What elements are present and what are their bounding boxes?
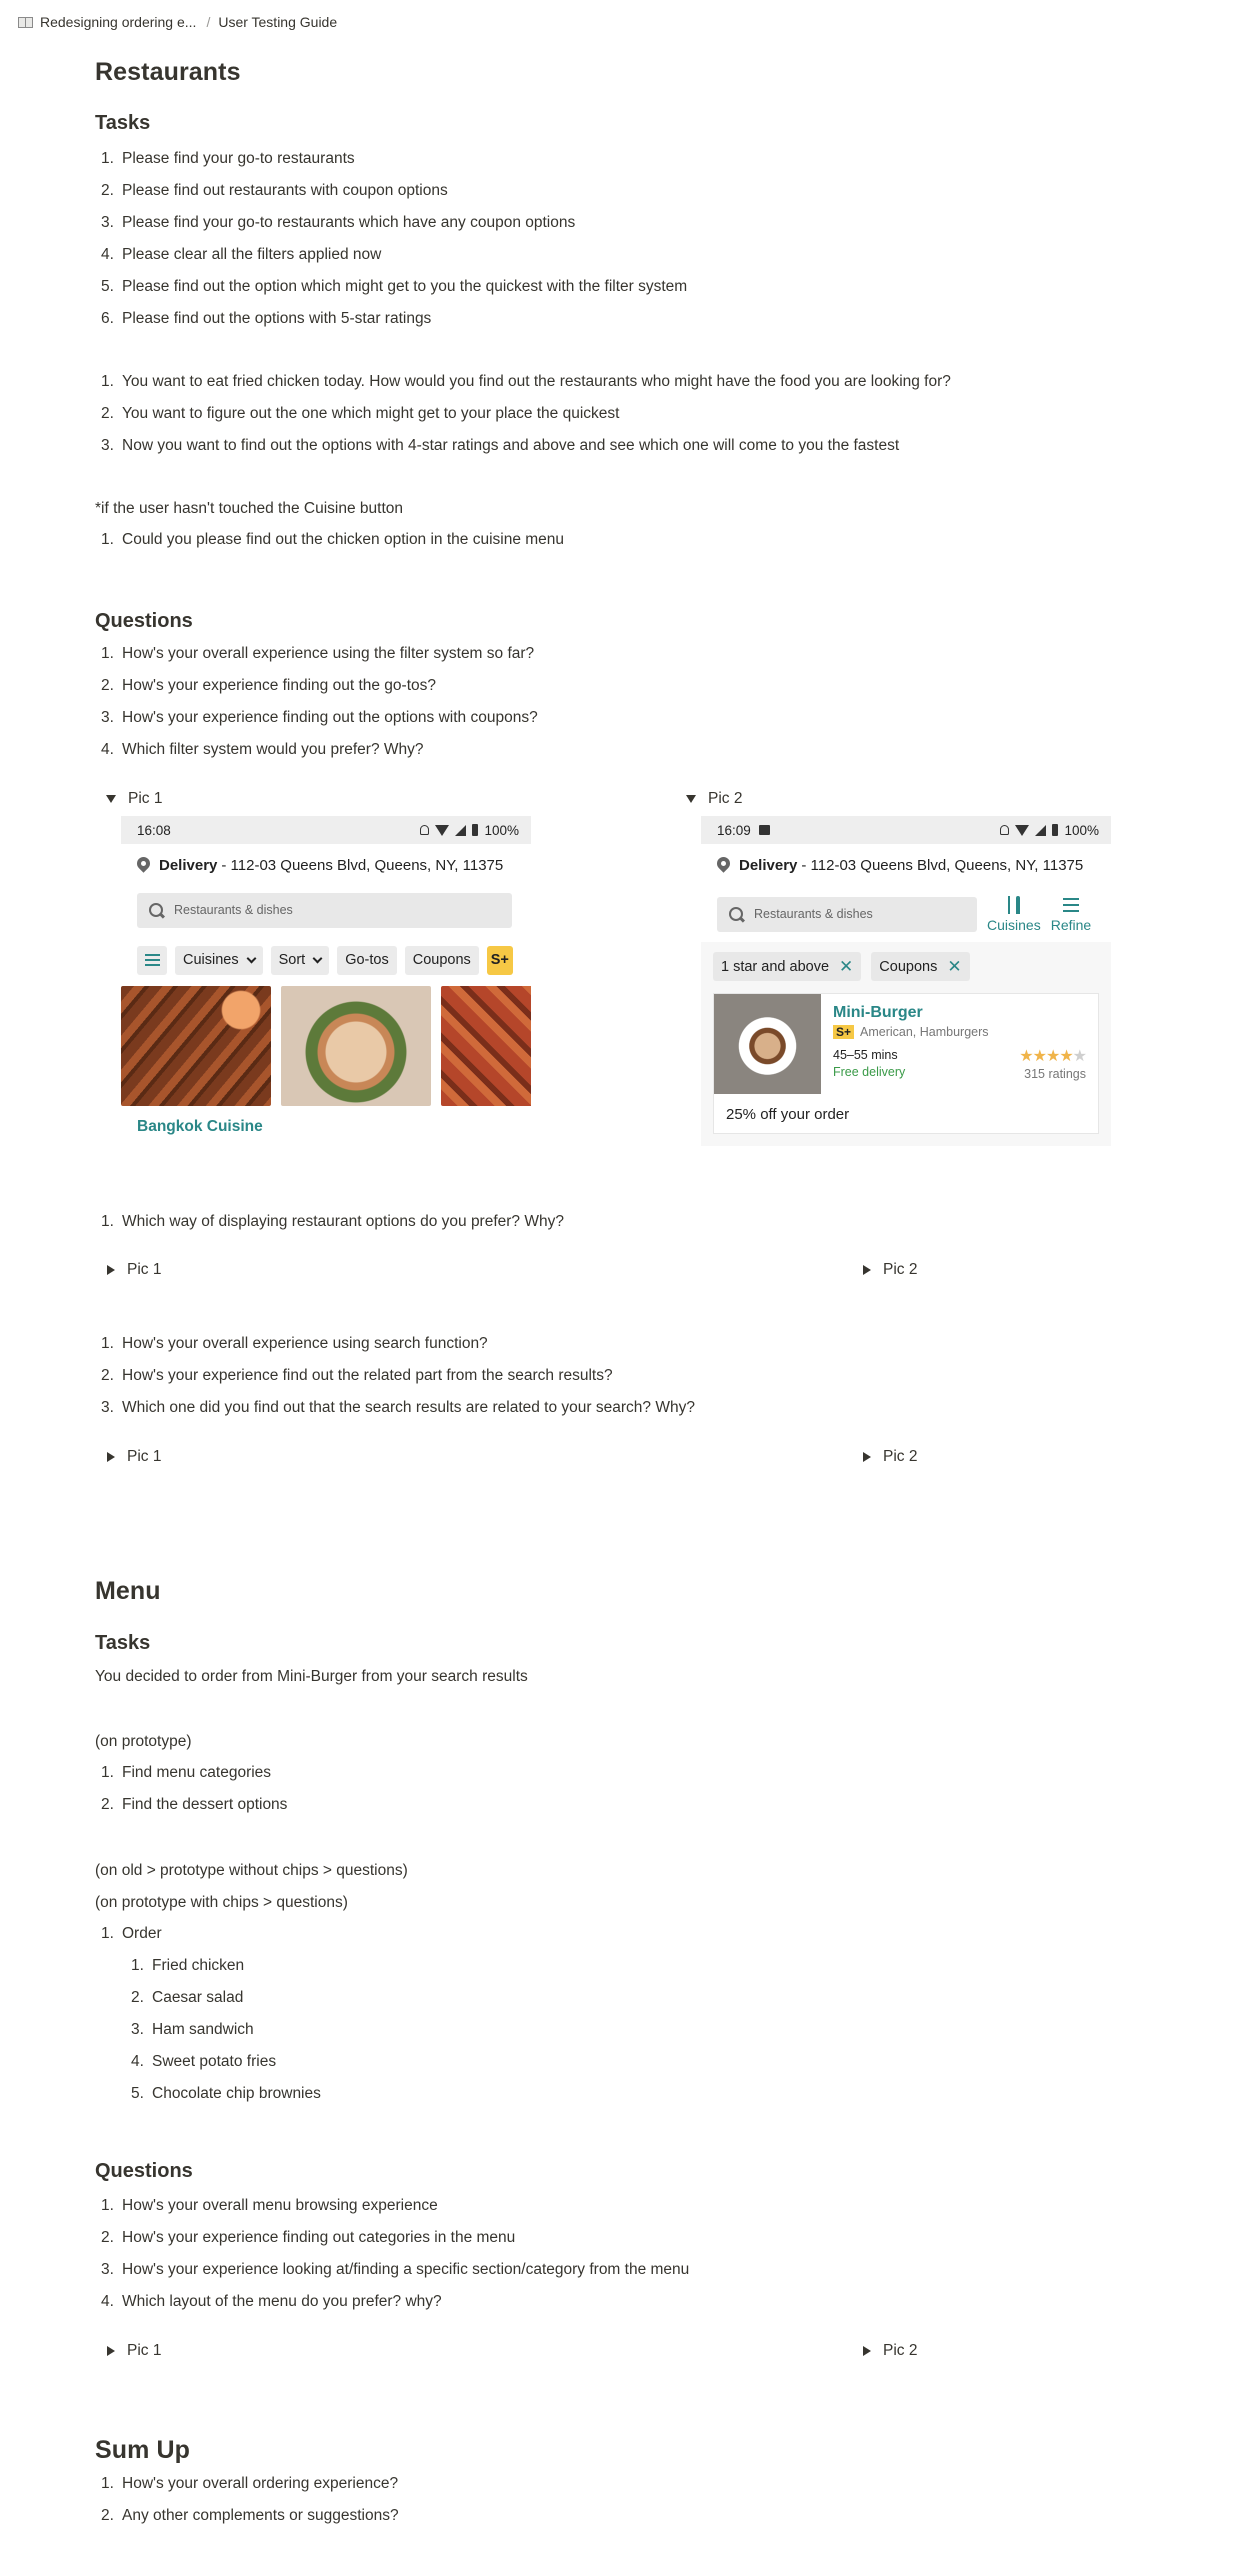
chevron-down-icon bbox=[246, 953, 256, 963]
search-icon bbox=[729, 907, 744, 922]
list-item: 2. How's your experience finding out the go-tos? bbox=[101, 677, 437, 694]
food-image[interactable] bbox=[281, 986, 431, 1106]
star-icon: ★ bbox=[1059, 1048, 1073, 1065]
prototype-task-list bbox=[95, 1757, 287, 1821]
triangle-right-icon bbox=[107, 1265, 115, 1275]
mute-icon bbox=[1000, 825, 1009, 835]
list-item: 2. You want to figure out the one which might get to your place the quickest bbox=[101, 405, 620, 422]
section-title-menu: Menu bbox=[95, 1577, 161, 1605]
restaurant-card[interactable]: Mini-Burger S+ American, Hamburgers 45–55 mins Free delivery ★★★★★ 315 ratings 25% off your order bbox=[713, 993, 1099, 1134]
chip-go-tos[interactable]: Go-tos bbox=[337, 946, 397, 975]
location-pin-icon bbox=[717, 857, 730, 874]
refine-icon bbox=[1061, 896, 1081, 914]
list-item: 1. Could you please find out the chicken option in the cuisine menu bbox=[101, 531, 565, 548]
sum-up-question-list bbox=[95, 2468, 399, 2532]
chip-s-plus[interactable]: S+ bbox=[487, 946, 513, 975]
triangle-down-icon bbox=[106, 795, 116, 803]
delivery-address[interactable]: Delivery - 112-03 Queens Blvd, Queens, NY, 11375 bbox=[701, 844, 1111, 886]
old-prototype-note: (on old > prototype without chips > questions) bbox=[95, 1862, 408, 1879]
list-item: 1. How's your overall experience using search function? bbox=[101, 1335, 488, 1352]
list-item: 2. Please find out restaurants with coupon options bbox=[101, 182, 448, 199]
search-input[interactable]: Restaurants & dishes bbox=[717, 897, 977, 932]
promo-text: 25% off your order bbox=[726, 1106, 850, 1123]
list-item: 2. Caesar salad bbox=[131, 1989, 244, 2006]
fork-knife-icon bbox=[1004, 896, 1024, 914]
list-item: 4. Sweet potato fries bbox=[131, 2053, 277, 2070]
list-item: 2. Find the dessert options bbox=[101, 1796, 288, 1813]
restaurant-thumbnails bbox=[121, 986, 531, 1106]
cuisine-task-list bbox=[95, 524, 564, 556]
search-icon bbox=[149, 903, 164, 918]
mockup-pic1 bbox=[121, 816, 531, 1166]
triangle-down-icon bbox=[686, 795, 696, 803]
refine-button[interactable]: Refine bbox=[1051, 896, 1091, 933]
book-icon bbox=[18, 16, 32, 28]
delivery-address[interactable]: Delivery - 112-03 Queens Blvd, Queens, NY, 11375 bbox=[121, 844, 531, 886]
battery-icon bbox=[472, 824, 478, 836]
list-item: 3. How's your experience looking at/finding a specific section/category from the menu bbox=[101, 2261, 690, 2278]
tasks-heading: Tasks bbox=[95, 1632, 151, 1654]
list-item: 1. How's your overall ordering experience? bbox=[101, 2475, 399, 2492]
list-item: 2. Any other complements or suggestions? bbox=[101, 2507, 399, 2524]
list-item: 1. Please find your go-to restaurants bbox=[101, 150, 355, 167]
star-icon: ★ bbox=[1019, 1048, 1033, 1065]
menu-intro: You decided to order from Mini-Burger from your search results bbox=[95, 1668, 528, 1685]
toggle-pic1[interactable]: Pic 1 bbox=[101, 2342, 161, 2360]
toggle-pic1[interactable]: Pic 1 bbox=[101, 1261, 161, 1279]
list-item: 6. Please find out the options with 5-star ratings bbox=[101, 310, 432, 327]
restaurant-task-list bbox=[95, 143, 687, 335]
status-bar: 16:08 100% bbox=[121, 816, 531, 844]
questions-heading: Questions bbox=[95, 610, 193, 632]
list-item: 3. How's your experience finding out the options with coupons? bbox=[101, 709, 538, 726]
list-item: 1. Fried chicken bbox=[131, 1957, 245, 1974]
cuisine-note: *if the user hasn't touched the Cuisine button bbox=[95, 500, 403, 517]
food-image[interactable] bbox=[121, 986, 271, 1106]
breadcrumb-parent[interactable]: Redesigning ordering e... bbox=[40, 14, 197, 30]
food-image[interactable] bbox=[441, 986, 531, 1106]
applied-filter-chip[interactable]: Coupons ✕ bbox=[871, 952, 969, 981]
delivery-time: 45–55 mins bbox=[833, 1048, 898, 1062]
location-pin-icon bbox=[137, 857, 150, 874]
list-item: 1. Which way of displaying restaurant options do you prefer? Why? bbox=[101, 1213, 564, 1230]
mute-icon bbox=[420, 825, 429, 835]
restaurant-name[interactable]: Bangkok Cuisine bbox=[137, 1118, 263, 1135]
close-icon[interactable]: ✕ bbox=[839, 956, 854, 976]
list-item: 1. You want to eat fried chicken today. How would you find out the restaurants who might have the food you are looking for? bbox=[101, 373, 951, 390]
order-list bbox=[95, 1918, 162, 1950]
chip-cuisines[interactable]: Cuisines bbox=[175, 946, 263, 975]
applied-filter-chip[interactable]: 1 star and above ✕ bbox=[713, 952, 861, 981]
triangle-right-icon bbox=[107, 2346, 115, 2356]
filter-icon[interactable] bbox=[137, 946, 167, 975]
star-rating bbox=[1019, 1046, 1086, 1066]
list-item: 1. How's your overall menu browsing experience bbox=[101, 2197, 438, 2214]
toggle-pic2[interactable]: Pic 2 bbox=[857, 1261, 917, 1279]
delivery-fee: Free delivery bbox=[833, 1065, 906, 1079]
list-item: 3. Please find your go-to restaurants which have any coupon options bbox=[101, 214, 576, 231]
triangle-right-icon bbox=[863, 1452, 871, 1462]
search-question-list bbox=[95, 1328, 695, 1424]
mockup-pic2 bbox=[701, 816, 1111, 1152]
signal-icon bbox=[1035, 825, 1046, 836]
close-icon[interactable]: ✕ bbox=[947, 956, 962, 976]
cuisines-button[interactable]: Cuisines bbox=[987, 896, 1041, 933]
list-item: 1. How's your overall experience using the filter system so far? bbox=[101, 645, 535, 662]
star-icon: ★ bbox=[1072, 1048, 1086, 1065]
ratings-count: 315 ratings bbox=[1024, 1067, 1086, 1081]
list-item: 4. Which layout of the menu do you prefer? why? bbox=[101, 2293, 442, 2310]
list-item: 5. Chocolate chip brownies bbox=[131, 2085, 321, 2102]
burger-image bbox=[714, 994, 821, 1094]
signal-icon bbox=[455, 825, 466, 836]
chevron-down-icon bbox=[313, 953, 323, 963]
filter-chip-row bbox=[121, 934, 531, 986]
breadcrumb-separator: / bbox=[206, 14, 211, 30]
triangle-right-icon bbox=[863, 2346, 871, 2356]
wifi-icon bbox=[1015, 825, 1029, 836]
triangle-right-icon bbox=[863, 1265, 871, 1275]
chip-sort[interactable]: Sort bbox=[271, 946, 330, 975]
status-bar: 16:09 100% bbox=[701, 816, 1111, 844]
triangle-right-icon bbox=[107, 1452, 115, 1462]
tasks-heading: Tasks bbox=[95, 112, 151, 134]
list-item: 3. Which one did you find out that the search results are related to your search? Why? bbox=[101, 1399, 695, 1416]
section-title-restaurants: Restaurants bbox=[95, 58, 241, 86]
battery-icon bbox=[1052, 824, 1058, 836]
prototype-note: (on prototype) bbox=[95, 1733, 192, 1750]
list-item: 3. Now you want to find out the options with 4-star ratings and above and see which one will come to you the fastest bbox=[101, 437, 900, 454]
restaurant-name: Mini-Burger bbox=[833, 1004, 923, 1021]
menu-question-list bbox=[95, 2190, 689, 2318]
breadcrumb bbox=[0, 0, 1249, 44]
list-item: 4. Please clear all the filters applied now bbox=[101, 246, 382, 263]
restaurant-question-list bbox=[95, 638, 538, 766]
list-item: 3. Ham sandwich bbox=[131, 2021, 254, 2038]
list-item: 2. How's your experience finding out categories in the menu bbox=[101, 2229, 516, 2246]
toggle-pic1[interactable]: Pic 1 bbox=[101, 1448, 161, 1466]
order-item-list bbox=[125, 1950, 321, 2110]
questions-heading: Questions bbox=[95, 2160, 193, 2182]
s-plus-badge: S+ bbox=[833, 1025, 854, 1039]
search-input[interactable]: Restaurants & dishes bbox=[137, 893, 512, 928]
applied-filter-row bbox=[713, 952, 1099, 981]
wifi-icon bbox=[435, 825, 449, 836]
list-item: 5. Please find out the option which might get to you the quickest with the filter system bbox=[101, 278, 688, 295]
list-item: 4. Which filter system would you prefer? Why? bbox=[101, 741, 424, 758]
section-title-sum-up: Sum Up bbox=[95, 2436, 191, 2464]
list-item: 2. How's your experience find out the related part from the search results? bbox=[101, 1367, 613, 1384]
breadcrumb-current[interactable]: User Testing Guide bbox=[218, 14, 338, 30]
toggle-pic1-expanded[interactable]: Pic 1 bbox=[101, 790, 162, 808]
toggle-pic2-expanded[interactable]: Pic 2 bbox=[681, 790, 742, 808]
toggle-pic2[interactable]: Pic 2 bbox=[857, 2342, 917, 2360]
star-icon: ★ bbox=[1045, 1048, 1060, 1065]
chip-coupons[interactable]: Coupons bbox=[405, 946, 479, 975]
image-icon bbox=[759, 825, 770, 835]
display-question-list bbox=[95, 1206, 564, 1238]
scenario-task-list bbox=[95, 366, 951, 462]
chips-prototype-note: (on prototype with chips > questions) bbox=[95, 1894, 348, 1911]
star-icon: ★ bbox=[1032, 1048, 1046, 1065]
list-item: 1. Find menu categories bbox=[101, 1764, 272, 1781]
toggle-pic2[interactable]: Pic 2 bbox=[857, 1448, 917, 1466]
list-item: 1. Order bbox=[101, 1925, 162, 1942]
